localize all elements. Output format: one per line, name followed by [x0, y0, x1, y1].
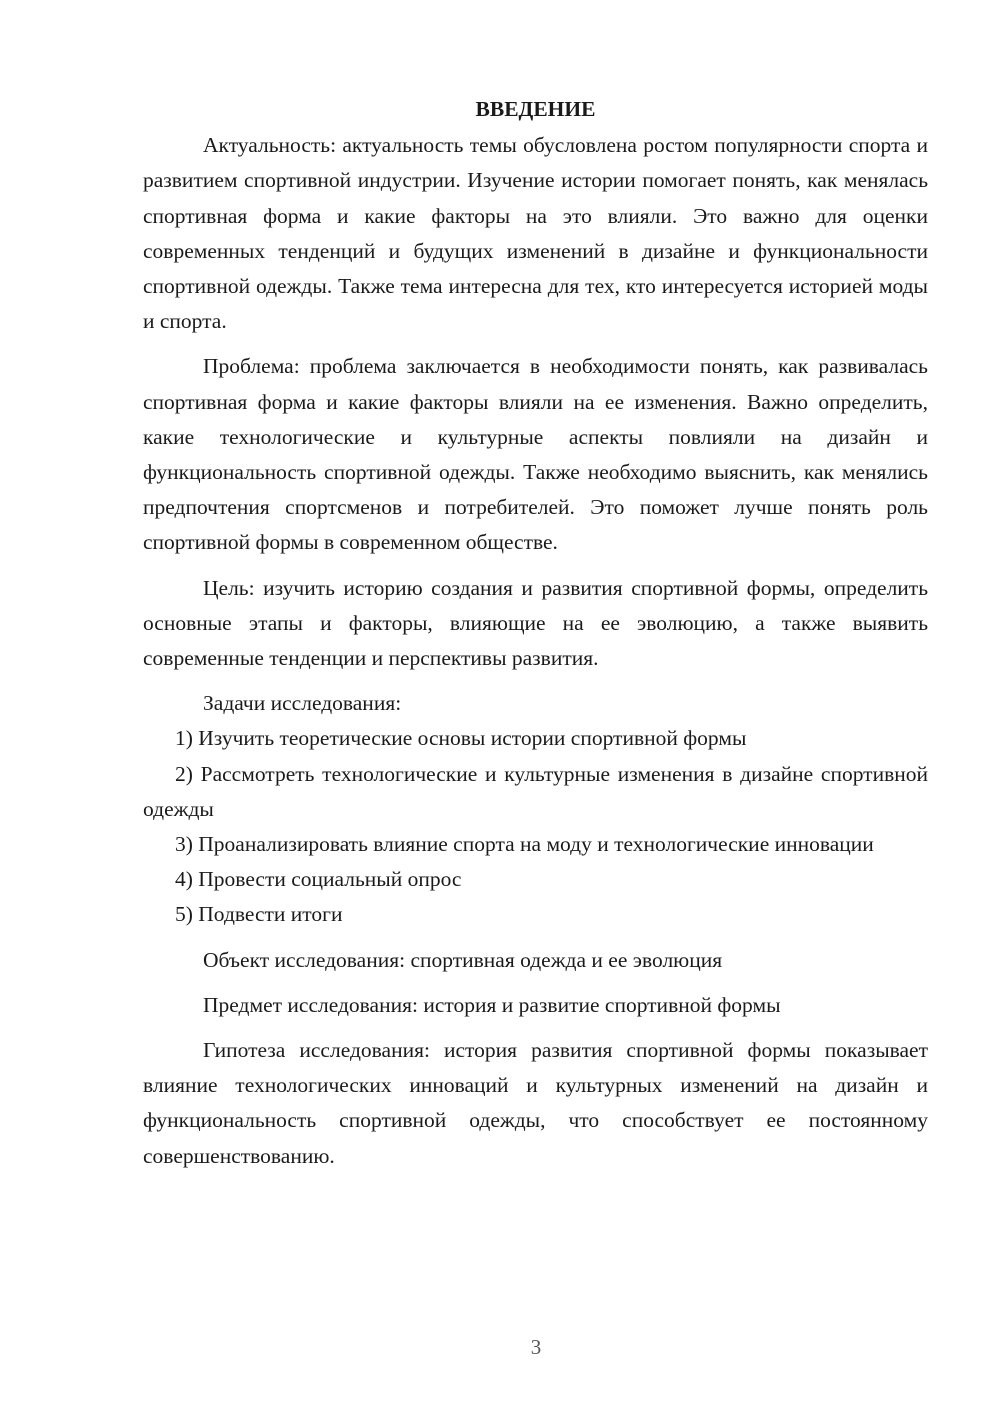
task-item: 5) Подвести итоги [175, 902, 343, 927]
goal-paragraph: Цель: изучить историю создания и развития спортивной формы, определить основные этапы и факторы, влияющие на ее эволюцию, а также выявить современные тенденции и перспективы развития. [143, 575, 928, 671]
tasks-title: Задачи исследования: [203, 691, 402, 716]
task-item: 1) Изучить теоретические основы истории спортивной формы [175, 726, 747, 751]
task-item: 2) Рассмотреть технологические и культурные изменения в дизайне спортивной одежды [143, 761, 928, 821]
task-item: 3) Проанализировать влияние спорта на моду и технологические инновации [175, 832, 874, 857]
document-page [143, 92, 928, 1174]
hypothesis-paragraph: Гипотеза исследования: история развития спортивной формы показывает влияние технологических инноваций и культурных изменений на дизайн и функциональность спортивной одежды, что способствует ее постоянному совершенствованию. [143, 1038, 928, 1168]
subject-paragraph: Предмет исследования: история и развитие спортивной формы [203, 992, 781, 1017]
task-item: 4) Провести социальный опрос [175, 867, 462, 892]
section-heading: ВВЕДЕНИЕ [475, 97, 596, 121]
relevance-paragraph: Актуальность: актуальность темы обусловлена ростом популярности спорта и развитием спортивной индустрии. Изучение истории помогает понять, как менялась спортивная форма и какие факторы на это влияли. Это важно для оценки современных тенденций и будущих изменений в дизайне и функциональности спортивной одежды. Также тема интересна для тех, кто интересуется историей моды и спорта. [143, 133, 928, 334]
page-number: 3 [530, 1335, 542, 1359]
object-paragraph: Объект исследования: спортивная одежда и ее эволюция [203, 947, 723, 972]
problem-paragraph: Проблема: проблема заключается в необходимости понять, как развивалась спортивная форма и какие факторы влияли на ее изменения. Важно определить, какие технологические и культурные аспекты повлияли на дизайн и функциональность спортивной одежды. Также необходимо выяснить, как менялись предпочтения спортсменов и потребителей. Это поможет лучше понять роль спортивной формы в современном обществе. [143, 354, 928, 555]
